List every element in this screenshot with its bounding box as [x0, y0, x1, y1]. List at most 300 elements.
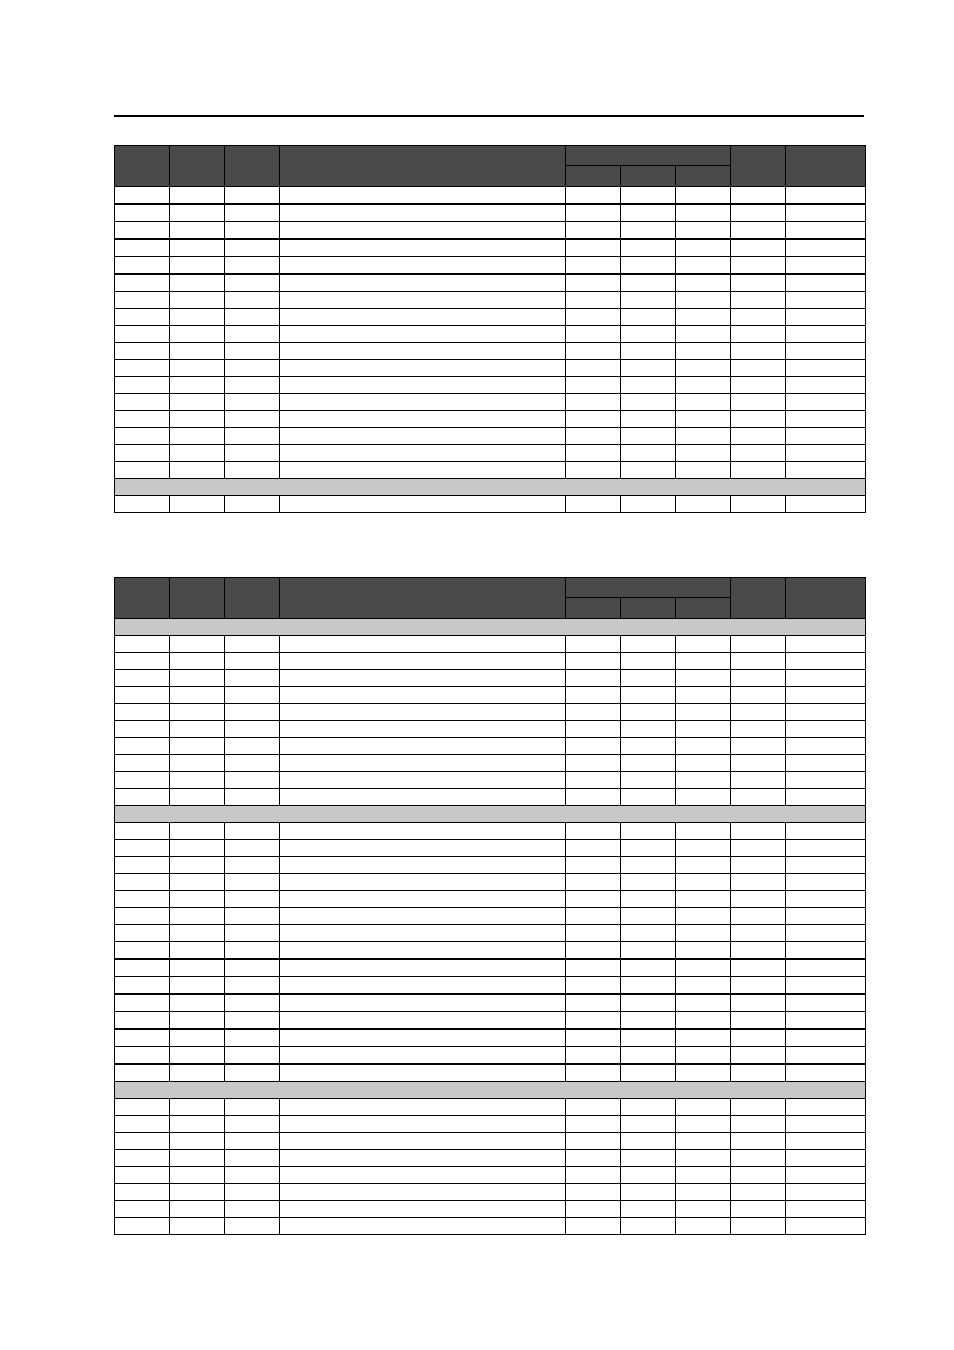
- table-cell: [786, 1133, 866, 1150]
- table-cell: [225, 891, 280, 908]
- table-cell: [225, 462, 280, 479]
- table-cell: [280, 1184, 566, 1201]
- table-cell: [115, 1218, 170, 1235]
- table-cell: [115, 1047, 170, 1065]
- table-row: [115, 925, 866, 942]
- table-cell: [676, 925, 731, 942]
- table-cell: [786, 1150, 866, 1167]
- table-cell: [170, 977, 225, 995]
- column-header: [225, 146, 280, 187]
- table-cell: [621, 377, 676, 394]
- table-row: [115, 721, 866, 738]
- table-cell: [676, 636, 731, 653]
- table-cell: [115, 1012, 170, 1030]
- table-cell: [731, 1184, 786, 1201]
- table-row: [115, 653, 866, 670]
- group-row: [115, 619, 866, 636]
- table-row: [115, 326, 866, 343]
- sub-column-header: [621, 166, 676, 187]
- table-cell: [731, 1218, 786, 1235]
- table-cell: [280, 789, 566, 806]
- table-cell: [731, 994, 786, 1012]
- table-cell: [280, 292, 566, 309]
- table-cell: [115, 959, 170, 977]
- table-cell: [280, 942, 566, 960]
- table-row: [115, 496, 866, 513]
- table-cell: [676, 462, 731, 479]
- table-cell: [115, 977, 170, 995]
- table-cell: [676, 823, 731, 840]
- table-cell: [225, 411, 280, 428]
- table-cell: [170, 857, 225, 874]
- table-cell: [225, 755, 280, 772]
- table-cell: [280, 360, 566, 377]
- table-cell: [115, 891, 170, 908]
- table-cell: [731, 187, 786, 205]
- table-cell: [170, 1218, 225, 1235]
- table-1: [114, 145, 866, 513]
- table-cell: [566, 840, 621, 857]
- table-row: [115, 1167, 866, 1184]
- table-cell: [621, 942, 676, 960]
- table-cell: [676, 1029, 731, 1047]
- table-cell: [115, 445, 170, 462]
- table-cell: [115, 636, 170, 653]
- table-cell: [731, 1099, 786, 1116]
- table-cell: [115, 1029, 170, 1047]
- table-cell: [170, 428, 225, 445]
- table-cell: [731, 704, 786, 721]
- table-cell: [621, 1133, 676, 1150]
- table-cell: [225, 1047, 280, 1065]
- table-cell: [115, 239, 170, 257]
- table-cell: [280, 1116, 566, 1133]
- table-cell: [170, 445, 225, 462]
- table-cell: [115, 394, 170, 411]
- table-cell: [676, 755, 731, 772]
- table-cell: [115, 411, 170, 428]
- table-cell: [170, 1012, 225, 1030]
- table-cell: [731, 908, 786, 925]
- table-cell: [566, 670, 621, 687]
- table-cell: [225, 326, 280, 343]
- table-cell: [170, 687, 225, 704]
- table-row: [115, 257, 866, 275]
- table-cell: [225, 738, 280, 755]
- table-cell: [786, 394, 866, 411]
- table-cell: [280, 1150, 566, 1167]
- table-row: [115, 857, 866, 874]
- table-cell: [731, 343, 786, 360]
- table-cell: [731, 925, 786, 942]
- table-cell: [170, 721, 225, 738]
- table-row: [115, 377, 866, 394]
- table-cell: [170, 1133, 225, 1150]
- table-cell: [786, 1047, 866, 1065]
- table-cell: [731, 636, 786, 653]
- table-cell: [115, 755, 170, 772]
- table-cell: [280, 977, 566, 995]
- table-cell: [786, 445, 866, 462]
- table-cell: [566, 326, 621, 343]
- table-cell: [280, 257, 566, 275]
- table-cell: [731, 738, 786, 755]
- table-cell: [115, 857, 170, 874]
- table-cell: [676, 1116, 731, 1133]
- table-cell: [225, 1150, 280, 1167]
- table-cell: [676, 496, 731, 513]
- table-cell: [621, 428, 676, 445]
- table-cell: [676, 942, 731, 960]
- table-cell: [115, 687, 170, 704]
- table-cell: [115, 738, 170, 755]
- table-cell: [115, 204, 170, 222]
- table-cell: [280, 462, 566, 479]
- table-cell: [115, 721, 170, 738]
- table-cell: [225, 653, 280, 670]
- column-header: [280, 146, 566, 187]
- table-cell: [115, 925, 170, 942]
- table-cell: [621, 687, 676, 704]
- table-cell: [566, 891, 621, 908]
- table-cell: [566, 1116, 621, 1133]
- table-row: [115, 187, 866, 205]
- table-cell: [170, 891, 225, 908]
- table-cell: [280, 823, 566, 840]
- table-cell: [115, 274, 170, 292]
- table-1-body: [115, 187, 866, 513]
- table-cell: [566, 755, 621, 772]
- table-cell: [225, 394, 280, 411]
- table-cell: [621, 823, 676, 840]
- table-cell: [170, 942, 225, 960]
- table-row: [115, 1184, 866, 1201]
- table-cell: [280, 994, 566, 1012]
- table-cell: [566, 292, 621, 309]
- table-cell: [676, 994, 731, 1012]
- table-cell: [280, 1099, 566, 1116]
- table-cell: [621, 222, 676, 240]
- table-cell: [170, 239, 225, 257]
- table-cell: [731, 653, 786, 670]
- table-cell: [225, 1201, 280, 1218]
- table-cell: [786, 343, 866, 360]
- table-cell: [621, 257, 676, 275]
- table-cell: [676, 891, 731, 908]
- group-row: [115, 806, 866, 823]
- table-cell: [731, 1167, 786, 1184]
- table-cell: [676, 411, 731, 428]
- column-header: [170, 146, 225, 187]
- table-cell: [621, 1099, 676, 1116]
- table-row: [115, 462, 866, 479]
- table-cell: [225, 1116, 280, 1133]
- table-cell: [115, 840, 170, 857]
- table-cell: [621, 874, 676, 891]
- table-cell: [731, 891, 786, 908]
- table-cell: [225, 925, 280, 942]
- table-cell: [225, 343, 280, 360]
- table-cell: [786, 942, 866, 960]
- table-cell: [280, 377, 566, 394]
- table-cell: [170, 462, 225, 479]
- table-cell: [566, 377, 621, 394]
- table-cell: [566, 738, 621, 755]
- table-cell: [566, 257, 621, 275]
- table-cell: [621, 636, 676, 653]
- table-cell: [170, 394, 225, 411]
- table-cell: [225, 1012, 280, 1030]
- table-cell: [621, 721, 676, 738]
- table-cell: [731, 1029, 786, 1047]
- table-cell: [225, 1218, 280, 1235]
- table-cell: [676, 445, 731, 462]
- table-row: [115, 670, 866, 687]
- table-cell: [621, 670, 676, 687]
- table-cell: [786, 874, 866, 891]
- table-cell: [786, 721, 866, 738]
- table-cell: [566, 1133, 621, 1150]
- table-cell: [566, 789, 621, 806]
- table-cell: [225, 772, 280, 789]
- table-cell: [566, 462, 621, 479]
- table-cell: [676, 394, 731, 411]
- table-cell: [566, 687, 621, 704]
- table-cell: [731, 772, 786, 789]
- table-cell: [786, 326, 866, 343]
- table-cell: [676, 187, 731, 205]
- table-cell: [280, 721, 566, 738]
- table-cell: [621, 1064, 676, 1082]
- table-cell: [786, 1099, 866, 1116]
- table-cell: [115, 874, 170, 891]
- table-cell: [786, 222, 866, 240]
- table-cell: [170, 1029, 225, 1047]
- table-cell: [115, 187, 170, 205]
- table-cell: [676, 687, 731, 704]
- table-cell: [566, 1047, 621, 1065]
- table-cell: [170, 309, 225, 326]
- table-cell: [170, 823, 225, 840]
- table-cell: [115, 360, 170, 377]
- table-cell: [731, 1047, 786, 1065]
- table-cell: [280, 1064, 566, 1082]
- table-cell: [676, 257, 731, 275]
- table-cell: [225, 874, 280, 891]
- table-cell: [676, 360, 731, 377]
- table-cell: [115, 1184, 170, 1201]
- sub-column-header: [621, 598, 676, 619]
- table-cell: [621, 772, 676, 789]
- table-cell: [225, 257, 280, 275]
- table-cell: [225, 1029, 280, 1047]
- table-cell: [566, 204, 621, 222]
- table-cell: [621, 653, 676, 670]
- table-cell: [731, 755, 786, 772]
- table-cell: [621, 204, 676, 222]
- table-cell: [170, 772, 225, 789]
- table-cell: [731, 257, 786, 275]
- table-cell: [225, 687, 280, 704]
- table-cell: [170, 257, 225, 275]
- table-cell: [731, 309, 786, 326]
- table-cell: [786, 257, 866, 275]
- table-cell: [786, 636, 866, 653]
- table-cell: [621, 187, 676, 205]
- table-cell: [786, 994, 866, 1012]
- table-cell: [225, 1064, 280, 1082]
- table-cell: [566, 653, 621, 670]
- table-cell: [786, 462, 866, 479]
- table-cell: [115, 377, 170, 394]
- table-cell: [115, 1201, 170, 1218]
- table-cell: [170, 343, 225, 360]
- table-cell: [170, 959, 225, 977]
- table-cell: [170, 755, 225, 772]
- table-cell: [676, 653, 731, 670]
- table-cell: [786, 274, 866, 292]
- table-cell: [566, 772, 621, 789]
- table-row: [115, 789, 866, 806]
- table-cell: [621, 994, 676, 1012]
- group-label: [115, 1082, 866, 1099]
- table-cell: [676, 908, 731, 925]
- table-cell: [170, 994, 225, 1012]
- table-cell: [225, 994, 280, 1012]
- sub-column-header: [566, 598, 621, 619]
- table-cell: [786, 187, 866, 205]
- table-cell: [115, 994, 170, 1012]
- table-cell: [676, 1064, 731, 1082]
- table-cell: [280, 326, 566, 343]
- table-row: [115, 959, 866, 977]
- column-header: [731, 578, 786, 619]
- table-cell: [225, 1133, 280, 1150]
- table-cell: [225, 908, 280, 925]
- table-cell: [676, 343, 731, 360]
- table-cell: [280, 343, 566, 360]
- table-row: [115, 823, 866, 840]
- table-cell: [786, 653, 866, 670]
- table-cell: [621, 411, 676, 428]
- table-cell: [621, 891, 676, 908]
- table-cell: [170, 874, 225, 891]
- table-cell: [621, 394, 676, 411]
- table-cell: [566, 994, 621, 1012]
- table-cell: [225, 942, 280, 960]
- table-cell: [280, 1047, 566, 1065]
- table-cell: [170, 360, 225, 377]
- table-row: [115, 687, 866, 704]
- table-cell: [731, 428, 786, 445]
- table-cell: [280, 204, 566, 222]
- table-2-body: [115, 619, 866, 1235]
- table-cell: [280, 636, 566, 653]
- table-cell: [566, 959, 621, 977]
- table-cell: [566, 239, 621, 257]
- column-header: [786, 578, 866, 619]
- column-header: [170, 578, 225, 619]
- table-cell: [621, 840, 676, 857]
- table-cell: [225, 959, 280, 977]
- table-cell: [170, 274, 225, 292]
- table-cell: [786, 239, 866, 257]
- table-cell: [225, 428, 280, 445]
- table-cell: [566, 496, 621, 513]
- table-cell: [676, 222, 731, 240]
- table-cell: [731, 222, 786, 240]
- table-cell: [170, 653, 225, 670]
- table-row: [115, 994, 866, 1012]
- table-cell: [676, 1047, 731, 1065]
- table-cell: [566, 721, 621, 738]
- table-cell: [225, 789, 280, 806]
- table-cell: [225, 360, 280, 377]
- header-rule: [114, 115, 864, 117]
- table-cell: [115, 1064, 170, 1082]
- table-row: [115, 891, 866, 908]
- table-row: [115, 908, 866, 925]
- column-header: [115, 146, 170, 187]
- table-cell: [280, 1218, 566, 1235]
- table-cell: [170, 1064, 225, 1082]
- table-cell: [731, 445, 786, 462]
- table-cell: [676, 1218, 731, 1235]
- table-cell: [170, 789, 225, 806]
- table-cell: [786, 377, 866, 394]
- table-cell: [280, 428, 566, 445]
- table-cell: [566, 1029, 621, 1047]
- table-cell: [731, 687, 786, 704]
- table-cell: [225, 704, 280, 721]
- table-cell: [676, 292, 731, 309]
- table-row: [115, 204, 866, 222]
- table-cell: [280, 687, 566, 704]
- table-cell: [566, 1218, 621, 1235]
- table-row: [115, 840, 866, 857]
- table-cell: [621, 738, 676, 755]
- table-cell: [786, 704, 866, 721]
- table-row: [115, 874, 866, 891]
- table-cell: [280, 908, 566, 925]
- table-cell: [225, 840, 280, 857]
- table-cell: [786, 857, 866, 874]
- table-row: [115, 755, 866, 772]
- table-row: [115, 636, 866, 653]
- table-cell: [621, 959, 676, 977]
- table-row: [115, 1201, 866, 1218]
- table-cell: [115, 772, 170, 789]
- table-cell: [170, 840, 225, 857]
- table-row: [115, 772, 866, 789]
- table-cell: [621, 326, 676, 343]
- table-cell: [566, 857, 621, 874]
- table-cell: [280, 772, 566, 789]
- table-cell: [115, 462, 170, 479]
- table-cell: [566, 309, 621, 326]
- table-cell: [786, 292, 866, 309]
- table-row: [115, 309, 866, 326]
- table-cell: [786, 840, 866, 857]
- table-cell: [676, 840, 731, 857]
- table-cell: [786, 1201, 866, 1218]
- table-row: [115, 222, 866, 240]
- table-cell: [115, 1099, 170, 1116]
- table-cell: [225, 187, 280, 205]
- table-cell: [621, 1184, 676, 1201]
- group-row: [115, 1082, 866, 1099]
- table-cell: [731, 1133, 786, 1150]
